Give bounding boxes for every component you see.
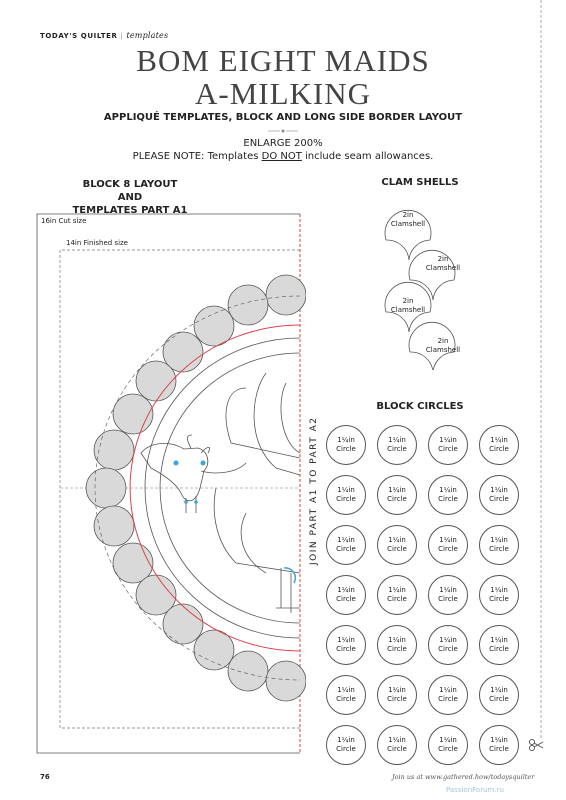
block-circle-size: 1¼in: [388, 736, 406, 744]
section-name: templates: [126, 31, 169, 40]
sheep-blue-details: [174, 461, 206, 504]
block-heading: [70, 178, 190, 217]
block-circle-label: Circle: [387, 595, 407, 603]
block-circle-label: Circle: [438, 745, 458, 753]
block-circles-heading: BLOCK CIRCLES: [376, 401, 464, 412]
block-circle-label: Circle: [489, 695, 509, 703]
block-circle-label: Circle: [336, 645, 356, 653]
block-circle-size: 1¼in: [490, 636, 508, 644]
block-circle-size: 1¼in: [439, 486, 457, 494]
clamshell-1: 2in Clamshell: [390, 211, 426, 228]
block-circle-label: Circle: [387, 545, 407, 553]
block-circle-size: 1¼in: [490, 436, 508, 444]
block-circle-label: Circle: [489, 745, 509, 753]
block-circle-size: 1¼in: [337, 536, 355, 544]
block-circle: [428, 725, 468, 765]
block-circle-size: 1¼in: [337, 586, 355, 594]
block-circle-size: 1¼in: [388, 436, 406, 444]
block-circle-size: 1¼in: [490, 536, 508, 544]
block-circle: [377, 575, 417, 615]
block-circle-size: 1¼in: [388, 536, 406, 544]
block-circle-label: Circle: [336, 595, 356, 603]
block-circle: [377, 625, 417, 665]
block-circle: [428, 625, 468, 665]
block-circle: [326, 725, 366, 765]
block-circle: [377, 525, 417, 565]
block-circle-size: 1¼in: [337, 736, 355, 744]
block-layout-diagram: [36, 213, 306, 763]
block-circle: [326, 525, 366, 565]
block-circle-size: 1¼in: [439, 586, 457, 594]
block-circle: [428, 475, 468, 515]
block-circle: [326, 475, 366, 515]
block-circle-label: Circle: [336, 745, 356, 753]
page-subtitle: APPLIQUÉ TEMPLATES, BLOCK AND LONG SIDE BORDER LAYOUT: [103, 112, 463, 123]
block-circle-label: Circle: [438, 545, 458, 553]
page-title-line2: A-MILKING: [194, 76, 372, 111]
join-instruction: JOIN PART A1 TO PART A2: [309, 416, 319, 565]
finished-size-label: 14in Finished size: [66, 239, 128, 247]
block-circle-size: 1¼in: [388, 686, 406, 694]
block-circle: [377, 675, 417, 715]
block-circles-grid: [326, 425, 534, 765]
block-circle-size: 1¼in: [439, 636, 457, 644]
block-circle: [326, 425, 366, 465]
block-circle-size: 1¼in: [388, 636, 406, 644]
seam-allowance-note: [0, 151, 566, 162]
block-circle: [479, 625, 519, 665]
block-circle-label: Circle: [387, 645, 407, 653]
clam-shells-heading: CLAM SHELLS: [381, 177, 459, 188]
block-circle-label: Circle: [336, 545, 356, 553]
block-circle-size: 1¼in: [388, 486, 406, 494]
block-circle-size: 1¼in: [490, 586, 508, 594]
block-heading-line1: BLOCK 8 LAYOUT AND: [82, 179, 178, 203]
block-circle: [377, 425, 417, 465]
block-circle: [326, 675, 366, 715]
block-circle-label: Circle: [336, 495, 356, 503]
block-circle-size: 1¼in: [337, 636, 355, 644]
page-title-line1: BOM EIGHT MAIDS: [136, 43, 430, 78]
block-circle-label: Circle: [387, 495, 407, 503]
block-circle-size: 1¼in: [439, 436, 457, 444]
block-circle-size: 1¼in: [439, 536, 457, 544]
block-circle-label: Circle: [387, 745, 407, 753]
block-circle: [479, 725, 519, 765]
block-circle-size: 1¼in: [490, 736, 508, 744]
block-circle: [479, 475, 519, 515]
block-circle-size: 1¼in: [337, 486, 355, 494]
block-circle-label: Circle: [438, 645, 458, 653]
block-circle: [428, 575, 468, 615]
block-circle-label: Circle: [336, 445, 356, 453]
block-circle-size: 1¼in: [337, 436, 355, 444]
block-circle: [428, 425, 468, 465]
block-circle-label: Circle: [336, 695, 356, 703]
block-circle-label: Circle: [489, 495, 509, 503]
block-circle: [428, 675, 468, 715]
block-circle: [326, 575, 366, 615]
page-number: 76: [40, 773, 50, 781]
block-circle: [479, 525, 519, 565]
cut-size-label: 16in Cut size: [41, 217, 87, 225]
block-circle-label: Circle: [489, 445, 509, 453]
block-circle: [479, 425, 519, 465]
divider-ornament-icon: [268, 127, 298, 135]
note-text-after: include seam allowances.: [301, 151, 434, 162]
block-circle: [377, 475, 417, 515]
block-circle-label: Circle: [387, 445, 407, 453]
block-circle-label: Circle: [438, 595, 458, 603]
block-circle-size: 1¼in: [490, 686, 508, 694]
block-circle-label: Circle: [489, 595, 509, 603]
block-circle-label: Circle: [387, 695, 407, 703]
page-header: TODAY'S QUILTER | templates: [40, 31, 169, 40]
block-circle-size: 1¼in: [337, 686, 355, 694]
clamshell-4: 2in Clamshell: [425, 337, 461, 354]
block-circle: [479, 575, 519, 615]
block-circle-size: 1¼in: [490, 486, 508, 494]
block-circle-size: 1¼in: [439, 736, 457, 744]
block-heading-line2: TEMPLATES PART A1: [72, 205, 188, 216]
block-circle: [326, 625, 366, 665]
block-circle-size: 1¼in: [388, 586, 406, 594]
watermark: PassionForum.ru: [446, 786, 504, 794]
block-circle-size: 1¼in: [439, 686, 457, 694]
note-emphasis: DO NOT: [261, 151, 302, 162]
clamshell-3: 2in Clamshell: [390, 297, 426, 314]
block-circle-label: Circle: [438, 695, 458, 703]
block-circle: [479, 675, 519, 715]
block-circle-label: Circle: [438, 495, 458, 503]
block-circle-label: Circle: [489, 645, 509, 653]
cut-line: [538, 0, 544, 740]
note-text-before: PLEASE NOTE: Templates: [132, 151, 262, 162]
block-circle-label: Circle: [489, 545, 509, 553]
block-circle: [428, 525, 468, 565]
block-circle-label: Circle: [438, 445, 458, 453]
enlarge-instruction: ENLARGE 200%: [243, 138, 323, 149]
clamshell-2: 2in Clamshell: [425, 255, 461, 272]
block-circle: [377, 725, 417, 765]
magazine-brand: TODAY'S QUILTER: [40, 32, 118, 40]
footer-join-text: Join us at www.gathered.how/todaysquilter: [392, 773, 535, 781]
